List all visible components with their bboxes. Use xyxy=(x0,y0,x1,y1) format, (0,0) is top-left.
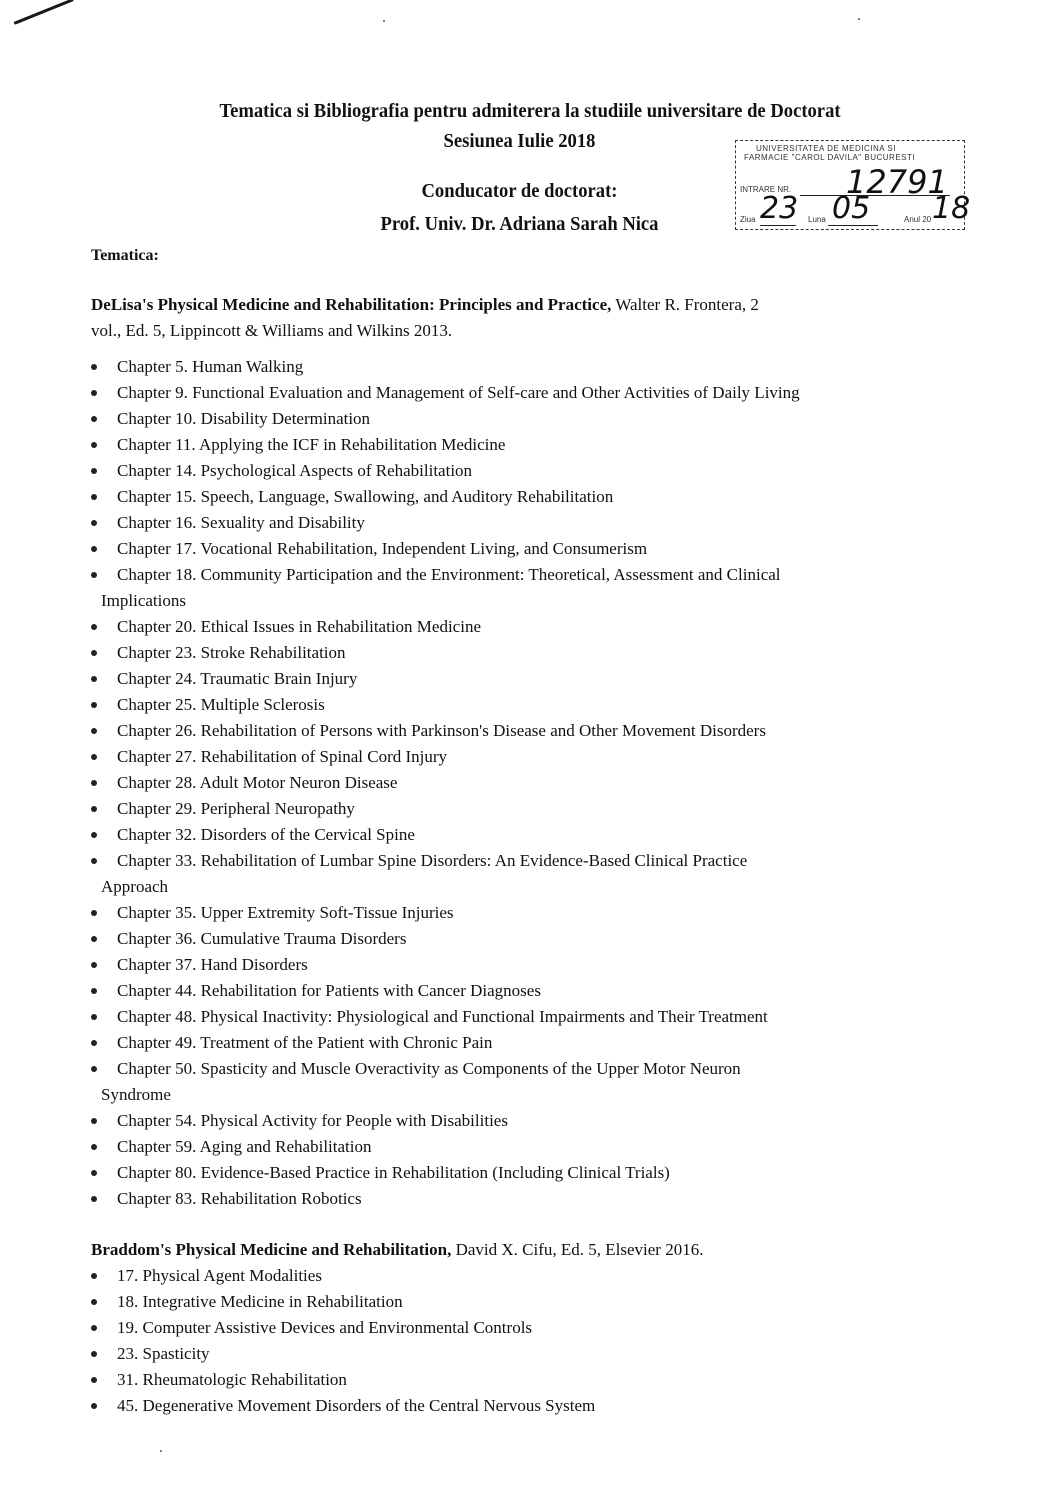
stamp-institution-line1: UNIVERSITATEA DE MEDICINA SI xyxy=(756,144,896,153)
stamp-luna-label: Luna xyxy=(808,215,826,224)
bullet-icon xyxy=(91,1299,97,1305)
list-item xyxy=(91,354,971,380)
bullet-icon xyxy=(91,1014,97,1020)
chapter-text: Chapter 83. Rehabilitation Robotics xyxy=(117,1189,362,1208)
bullet-icon xyxy=(91,1273,97,1279)
list-item xyxy=(91,718,971,744)
bullet-icon xyxy=(91,754,97,760)
list-item xyxy=(91,406,971,432)
list-item xyxy=(91,692,971,718)
list-item xyxy=(91,796,971,822)
book-details-cont: vol., Ed. 5, Lippincott & Williams and Wilkins 2013. xyxy=(91,321,453,340)
list-item xyxy=(91,1393,971,1419)
scan-speck xyxy=(858,18,860,20)
bullet-icon xyxy=(91,1144,97,1150)
chapter-text: Chapter 24. Traumatic Brain Injury xyxy=(117,669,358,688)
book-reference-delisa xyxy=(91,292,971,344)
list-item xyxy=(91,978,971,1004)
chapter-text: Chapter 17. Vocational Rehabilitation, Independent Living, and Consumerism xyxy=(117,539,648,558)
chapter-text: Chapter 25. Multiple Sclerosis xyxy=(117,695,325,714)
stamp-institution-line2: FARMACIE "CAROL DAVILA" BUCURESTI xyxy=(744,153,916,162)
bullet-icon xyxy=(91,1351,97,1357)
chapter-text: Chapter 28. Adult Motor Neuron Disease xyxy=(117,773,398,792)
bullet-icon xyxy=(91,806,97,812)
list-item xyxy=(91,926,971,952)
list-item xyxy=(91,1289,971,1315)
bullet-icon xyxy=(91,650,97,656)
registration-stamp xyxy=(735,140,971,230)
chapter-text: Chapter 33. Rehabilitation of Lumbar Spine Disorders: An Evidence-Based Clinical Practice xyxy=(117,851,748,870)
bullet-icon xyxy=(91,494,97,500)
bullet-icon xyxy=(91,936,97,942)
chapter-text: 19. Computer Assistive Devices and Environmental Controls xyxy=(117,1318,533,1337)
chapter-text: Chapter 54. Physical Activity for People with Disabilities xyxy=(117,1111,508,1130)
list-item xyxy=(91,1367,971,1393)
chapter-text: Chapter 29. Peripheral Neuropathy xyxy=(117,799,355,818)
bullet-icon xyxy=(91,1325,97,1331)
chapter-text: Chapter 36. Cumulative Trauma Disorders xyxy=(117,929,407,948)
chapter-text: Chapter 10. Disability Determination xyxy=(117,409,371,428)
list-item xyxy=(91,822,971,848)
chapter-text: Chapter 14. Psychological Aspects of Rehabilitation xyxy=(117,461,473,480)
bullet-icon xyxy=(91,1196,97,1202)
bullet-icon xyxy=(91,858,97,864)
handwritten-pen-mark xyxy=(13,0,73,25)
list-item xyxy=(91,1004,971,1030)
bullet-icon xyxy=(91,832,97,838)
bullet-icon xyxy=(91,962,97,968)
bullet-icon xyxy=(91,520,97,526)
list-item xyxy=(91,666,971,692)
list-item xyxy=(91,432,971,458)
chapter-text: Chapter 15. Speech, Language, Swallowing, and Auditory Rehabilitation xyxy=(117,487,614,506)
section-label-tematica: Tematica: xyxy=(91,247,159,264)
stamp-anul-label: Anul 20 xyxy=(904,215,932,224)
advisor-label: Conducator de doctorat: xyxy=(421,180,618,202)
book-details: Walter R. Frontera, 2 xyxy=(611,295,759,314)
chapter-text: 17. Physical Agent Modalities xyxy=(117,1266,322,1285)
stamp-anul-value: 18 xyxy=(932,191,971,226)
bullet-icon xyxy=(91,728,97,734)
chapter-text: 31. Rheumatologic Rehabilitation xyxy=(117,1370,347,1389)
book-reference-braddom xyxy=(91,1237,971,1263)
bullet-icon xyxy=(91,1118,97,1124)
stamp-ziua-label: Ziua xyxy=(740,215,756,224)
list-item xyxy=(91,952,971,978)
chapter-text: 45. Degenerative Movement Disorders of the Central Nervous System xyxy=(117,1396,596,1415)
chapter-text: Chapter 5. Human Walking xyxy=(117,357,304,376)
chapter-text: Chapter 37. Hand Disorders xyxy=(117,955,308,974)
chapter-list-delisa xyxy=(91,354,971,1212)
bullet-icon xyxy=(91,910,97,916)
list-item xyxy=(91,1263,971,1289)
list-item xyxy=(91,1030,971,1056)
list-item xyxy=(91,380,971,406)
chapter-text: Chapter 18. Community Participation and the Environment: Theoretical, Assessment and Clinical xyxy=(117,565,781,584)
book-title: DeLisa's Physical Medicine and Rehabilitation: Principles and Practice, xyxy=(91,295,612,314)
bullet-icon xyxy=(91,546,97,552)
list-item xyxy=(91,1315,971,1341)
chapter-text: Chapter 44. Rehabilitation for Patients with Cancer Diagnoses xyxy=(117,981,541,1000)
list-item xyxy=(91,770,971,796)
list-item xyxy=(91,1160,971,1186)
chapter-text: Chapter 26. Rehabilitation of Persons with Parkinson's Disease and Other Movement Disorders xyxy=(117,721,766,740)
bullet-icon xyxy=(91,1377,97,1383)
list-item xyxy=(91,1341,971,1367)
bullet-icon xyxy=(91,468,97,474)
chapter-text: Chapter 20. Ethical Issues in Rehabilitation Medicine xyxy=(117,617,481,636)
list-item xyxy=(91,614,971,640)
book-title: Braddom's Physical Medicine and Rehabilitation, xyxy=(91,1240,452,1259)
bullet-icon xyxy=(91,1066,97,1072)
book-details: David X. Cifu, Ed. 5, Elsevier 2016. xyxy=(451,1240,704,1259)
bullet-icon xyxy=(91,1403,97,1409)
chapter-text: Chapter 59. Aging and Rehabilitation xyxy=(117,1137,372,1156)
chapter-text: Chapter 32. Disorders of the Cervical Spine xyxy=(117,825,415,844)
list-item xyxy=(91,510,971,536)
chapter-text-cont: Syndrome xyxy=(101,1085,171,1104)
list-item xyxy=(91,1056,971,1108)
chapter-text: 23. Spasticity xyxy=(117,1344,210,1363)
list-item xyxy=(91,458,971,484)
bullet-icon xyxy=(91,624,97,630)
chapter-text-cont: Implications xyxy=(101,591,186,610)
scan-speck xyxy=(160,1450,162,1452)
stamp-ziua-value: 23 xyxy=(760,191,799,226)
stamp-luna-value: 05 xyxy=(832,191,871,226)
stamp-intrare-label: INTRARE NR. xyxy=(740,185,792,194)
chapter-text: Chapter 35. Upper Extremity Soft-Tissue Injuries xyxy=(117,903,454,922)
chapter-text: Chapter 9. Functional Evaluation and Management of Self-care and Other Activities of Daily Living xyxy=(117,383,800,402)
list-item xyxy=(91,640,971,666)
chapter-text: Chapter 11. Applying the ICF in Rehabilitation Medicine xyxy=(117,435,506,454)
bullet-icon xyxy=(91,442,97,448)
chapter-text: Chapter 49. Treatment of the Patient with Chronic Pain xyxy=(117,1033,493,1052)
list-item xyxy=(91,1108,971,1134)
chapter-text: Chapter 27. Rehabilitation of Spinal Cord Injury xyxy=(117,747,448,766)
bullet-icon xyxy=(91,572,97,578)
list-item xyxy=(91,848,971,900)
chapter-text: Chapter 50. Spasticity and Muscle Overactivity as Components of the Upper Motor Neuron xyxy=(117,1059,741,1078)
list-item xyxy=(91,536,971,562)
chapter-text: Chapter 16. Sexuality and Disability xyxy=(117,513,365,532)
stamp-intrare-number: 12791 xyxy=(846,163,948,201)
document-title: Tematica si Bibliografia pentru admiterera la studiile universitare de Doctorat xyxy=(219,100,841,122)
list-item xyxy=(91,900,971,926)
list-item xyxy=(91,1186,971,1212)
list-item xyxy=(91,484,971,510)
chapter-text: Chapter 23. Stroke Rehabilitation xyxy=(117,643,346,662)
bullet-icon xyxy=(91,1170,97,1176)
bullet-icon xyxy=(91,364,97,370)
chapter-text: 18. Integrative Medicine in Rehabilitation xyxy=(117,1292,403,1311)
bullet-icon xyxy=(91,780,97,786)
bullet-icon xyxy=(91,676,97,682)
chapter-text-cont: Approach xyxy=(101,877,169,896)
chapter-text: Chapter 48. Physical Inactivity: Physiological and Functional Impairments and Their Treatment xyxy=(117,1007,768,1026)
bullet-icon xyxy=(91,702,97,708)
bullet-icon xyxy=(91,988,97,994)
chapter-list-braddom xyxy=(91,1263,971,1419)
list-item xyxy=(91,744,971,770)
session-subtitle: Sesiunea Iulie 2018 xyxy=(443,130,596,152)
bullet-icon xyxy=(91,1040,97,1046)
scan-speck xyxy=(383,20,385,22)
advisor-name: Prof. Univ. Dr. Adriana Sarah Nica xyxy=(380,213,659,235)
chapter-text: Chapter 80. Evidence-Based Practice in Rehabilitation (Including Clinical Trials) xyxy=(117,1163,670,1182)
bullet-icon xyxy=(91,416,97,422)
bullet-icon xyxy=(91,390,97,396)
list-item xyxy=(91,562,971,614)
list-item xyxy=(91,1134,971,1160)
